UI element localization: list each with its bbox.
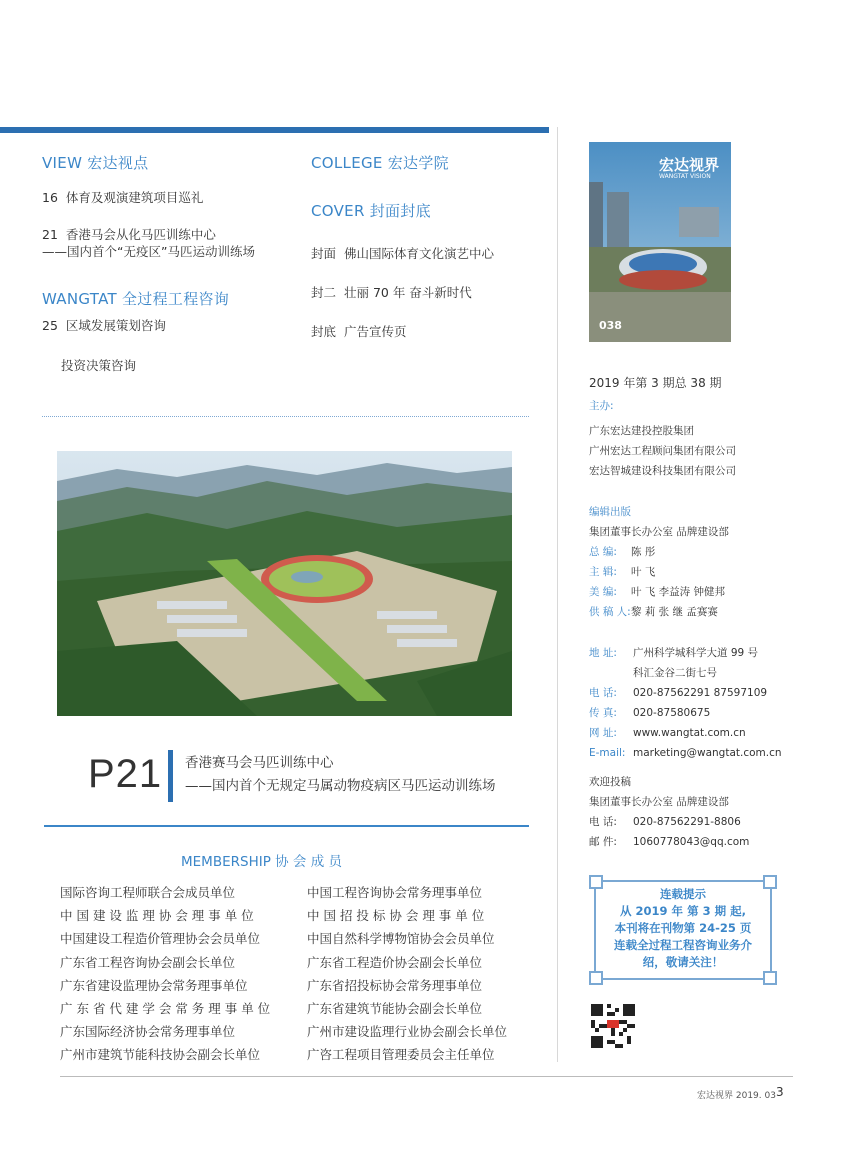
column-divider — [557, 127, 558, 1062]
toc-page: 21 — [42, 227, 58, 242]
notice-line: 从 2019 年 第 3 期 起, — [620, 904, 746, 918]
toc-heading-college: COLLEGE 宏达学院 — [311, 154, 449, 172]
toc-item[interactable] — [42, 189, 203, 206]
submission-phone: 020-87562291-8806 — [633, 816, 741, 828]
notice-line: 本刊将在刊物第 24-25 页 — [614, 921, 752, 935]
sponsor-item: 宏达智城建设科技集团有限公司 — [589, 465, 736, 477]
contact-value: 广州科学城科学大道 99 号 — [633, 647, 759, 659]
notice-corner — [589, 971, 603, 985]
contact-row — [589, 703, 839, 723]
header-bar — [0, 127, 549, 133]
toc-page: 16 — [42, 190, 58, 205]
editorial-label: 编辑出版 — [589, 506, 631, 518]
cover-issue: 038 — [599, 319, 622, 332]
membership-list-right — [307, 881, 532, 1067]
submission-phone-row — [589, 812, 839, 832]
member-item: 广东省建筑节能协会副会长单位 — [307, 1001, 483, 1017]
staff-role: 总 编: — [589, 546, 617, 558]
staff-row — [589, 582, 829, 602]
toc-item[interactable] — [311, 245, 494, 262]
toc-subtext: ——国内首个“无疫区”马匹运动训练场 — [42, 244, 255, 259]
toc-text: 香港马会从化马匹训练中心 — [65, 227, 216, 242]
notice-line: 绍，敬请关注！ — [642, 955, 724, 969]
contact-row — [589, 643, 839, 663]
notice-corner — [763, 875, 777, 889]
staff-row — [589, 562, 829, 582]
submission-email-link[interactable]: 1060778043@qq.com — [633, 836, 750, 848]
notice-corner — [589, 875, 603, 889]
member-item: 广东省建设监理协会常务理事单位 — [60, 977, 248, 993]
feature-subtitle: ——国内首个无规定马属动物疫病区马匹运动训练场 — [185, 778, 496, 794]
cover-subtitle: WANGTAT VISION — [659, 173, 711, 180]
submission-dept: 集团董事长办公室 品牌建设部 — [589, 796, 729, 808]
member-item: 广东国际经济协会常务理事单位 — [60, 1024, 236, 1040]
member-item: 中国自然科学博物馆协会会员单位 — [307, 931, 495, 947]
serial-notice-box — [594, 880, 772, 980]
notice-corner — [763, 971, 777, 985]
member-item: 广东省工程咨询协会副会长单位 — [60, 954, 236, 970]
member-item: 广东省招投标协会常务理事单位 — [307, 977, 483, 993]
toc-text: 佛山国际体育文化演艺中心 — [343, 246, 494, 261]
toc-page: 25 — [42, 318, 58, 333]
toc-item[interactable] — [61, 357, 136, 374]
submission-block — [589, 772, 839, 852]
toc-item[interactable] — [311, 323, 406, 340]
toc-item[interactable] — [311, 284, 472, 301]
feature-title: 香港赛马会马匹训练中心 — [185, 755, 334, 771]
notice-line: 连载全过程工程咨询业务介 — [614, 938, 752, 952]
staff-role: 供 稿 人: — [589, 606, 631, 618]
feature-accent-bar — [168, 750, 173, 802]
submission-mail-label: 邮 件: — [589, 836, 617, 848]
staff-name: 叶 飞 — [631, 566, 656, 578]
contact-row[interactable] — [589, 723, 839, 743]
contact-block — [589, 643, 839, 763]
magazine-cover[interactable] — [589, 142, 731, 342]
membership-list-left — [60, 881, 275, 1067]
member-item: 广 东 省 代 建 学 会 常 务 理 事 单 位 — [60, 1001, 271, 1017]
footer-rule — [60, 1076, 793, 1077]
editorial-block — [589, 502, 829, 622]
contact-label: 电 话: — [589, 687, 617, 699]
toc-text: 投资决策咨询 — [61, 358, 137, 373]
member-item: 国际咨询工程师联合会成员单位 — [60, 885, 236, 900]
contact-value: 科汇金谷二街七号 — [633, 667, 717, 679]
footer-text: 宏达视界 2019. 03 — [697, 1091, 776, 1101]
toc-text: 广告宣传页 — [343, 324, 407, 339]
sponsor-item: 广州宏达工程顾问集团有限公司 — [589, 445, 736, 457]
staff-name: 黎 莉 张 继 孟赛赛 — [631, 606, 718, 618]
qr-code[interactable] — [591, 1004, 635, 1048]
contact-row[interactable] — [589, 743, 839, 763]
toc-heading-cover: COVER 封面封底 — [311, 202, 431, 220]
staff-role: 美 编: — [589, 586, 617, 598]
editorial-dept: 集团董事长办公室 品牌建设部 — [589, 526, 729, 538]
contact-label: 地 址: — [589, 647, 617, 659]
submission-phone-label: 电 话: — [589, 816, 617, 828]
staff-row — [589, 602, 829, 622]
contact-label: E-mail: — [589, 747, 626, 759]
feature-photo — [57, 451, 512, 716]
submission-label: 欢迎投稿 — [589, 776, 631, 788]
member-item: 中 国 招 投 标 协 会 理 事 单 位 — [307, 908, 485, 924]
staff-name: 陈 彤 — [631, 546, 656, 558]
notice-title: 连载提示 — [660, 887, 706, 901]
toc-item[interactable] — [42, 226, 255, 260]
contact-value: 020-87562291 87597109 — [633, 687, 768, 699]
sponsor-block — [589, 396, 819, 481]
sponsor-label: 主办: — [589, 400, 614, 412]
toc-item[interactable] — [42, 317, 166, 334]
member-item: 广咨工程项目管理委员会主任单位 — [307, 1047, 495, 1063]
page-number: 3 — [776, 1085, 784, 1099]
staff-row — [589, 542, 829, 562]
toc-heading-wangtat: WANGTAT 全过程工程咨询 — [42, 290, 230, 308]
contact-value: 020-87580675 — [633, 707, 711, 719]
staff-role: 主 辑: — [589, 566, 617, 578]
toc-label: 封面 — [311, 246, 337, 261]
member-item: 中 国 建 设 监 理 协 会 理 事 单 位 — [60, 908, 254, 924]
toc-text: 壮丽 70 年 奋斗新时代 — [343, 285, 472, 300]
issue-line: 2019 年第 3 期总 38 期 — [589, 376, 722, 390]
member-item: 中国工程咨询协会常务理事单位 — [307, 885, 483, 900]
toc-text: 区域发展策划咨询 — [65, 318, 166, 333]
member-item: 广州市建设监理行业协会副会长单位 — [307, 1024, 508, 1040]
toc-label: 封底 — [311, 324, 337, 339]
feature-page-number: P21 — [88, 752, 163, 796]
toc-label: 封二 — [311, 285, 337, 300]
staff-name: 叶 飞 李益涛 钟健邦 — [631, 586, 726, 598]
email-link[interactable]: marketing@wangtat.com.cn — [633, 747, 782, 759]
contact-label: 网 址: — [589, 727, 617, 739]
website-link[interactable]: www.wangtat.com.cn — [633, 727, 746, 739]
contact-row — [589, 683, 839, 703]
contact-label: 传 真: — [589, 707, 617, 719]
contact-row — [589, 663, 839, 683]
member-item: 广州市建筑节能科技协会副会长单位 — [60, 1047, 261, 1063]
submission-mail-row[interactable] — [589, 832, 839, 852]
toc-text: 体育及观演建筑项目巡礼 — [65, 190, 204, 205]
sponsor-item: 广东宏达建投控股集团 — [589, 425, 694, 437]
toc-heading-view: VIEW 宏达视点 — [42, 154, 149, 172]
cover-title: 宏达视界 — [659, 156, 720, 174]
member-item: 广东省工程造价协会副会长单位 — [307, 954, 483, 970]
section-divider — [44, 825, 529, 827]
membership-heading: MEMBERSHIP 协 会 成 员 — [181, 854, 343, 870]
dotted-divider — [42, 416, 529, 417]
member-item: 中国建设工程造价管理协会会员单位 — [60, 931, 261, 947]
